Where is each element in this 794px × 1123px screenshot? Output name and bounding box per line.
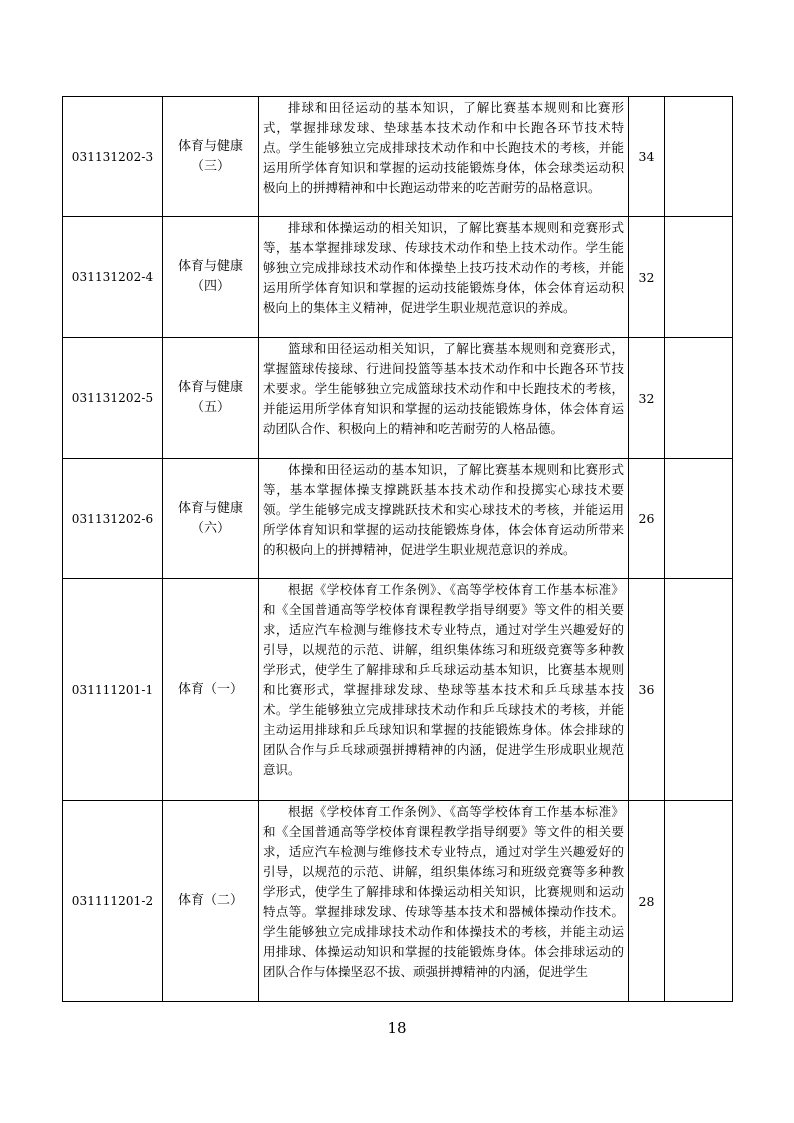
course-code: 031131202-5 bbox=[63, 338, 163, 459]
course-name-line1: 体育与健康 bbox=[177, 259, 243, 274]
table-row bbox=[63, 801, 733, 1002]
course-name bbox=[163, 459, 259, 579]
table-row bbox=[63, 338, 733, 459]
course-hours: 28 bbox=[629, 801, 665, 1002]
course-name-line2: （五） bbox=[190, 400, 230, 415]
table-row bbox=[63, 97, 733, 217]
empty-cell bbox=[665, 217, 733, 338]
course-name bbox=[163, 338, 259, 459]
course-hours: 36 bbox=[629, 579, 665, 801]
course-code: 031111201-1 bbox=[63, 579, 163, 801]
empty-cell bbox=[665, 459, 733, 579]
course-code: 031131202-6 bbox=[63, 459, 163, 579]
course-name-line2: （六） bbox=[190, 520, 230, 536]
empty-cell bbox=[665, 579, 733, 801]
course-description: 体操和田径运动的基本知识，了解比赛基本规则和比赛形式等，基本掌握体操支撑跳跃基本技术动作和投掷实心球技术要领。学生能够完成支撑跳跃技术和实心球技术的考核，并能运用所学体育知识和掌握的运动技能锻炼身体，体会体育运动所带来的积极向上的拼搏精神，促进学生职业规范意识的养成。 bbox=[259, 459, 629, 579]
course-description: 排球和体操运动的相关知识，了解比赛基本规则和竞赛形式等，基本掌握排球发球、传球技术动作和垫上技术动作。学生能够独立完成排球技术动作和体操垫上技巧技术动作的考核，并能运用所学体育知识和掌握的运动技能锻炼身体，体会体育运动积极向上的集体主义精神，促进学生职业规范意识的养成。 bbox=[259, 217, 629, 338]
table-row bbox=[63, 217, 733, 338]
course-name-line1: 体育与健康 bbox=[177, 138, 243, 154]
course-description: 根据《学校体育工作条例》、《高等学校体育工作基本标准》和《全国普通高等学校体育课程教学指导纲要》等文件的相关要求，适应汽车检测与维修技术专业特点，通过对学生兴趣爱好的引导，以规范的示范、讲解，组织集体练习和班级竞赛等多种教学形式，使学生了解排球和乒乓球运动基本知识，比赛基本规则和比赛形式，掌握排球发球、垫球等基本技术和乒乓球基本技术。学生能够独立完成排球技术动作和乒乓球技术的考核，并能主动运用排球和乒乓球知识和掌握的技能锻炼身体。体会排球的团队合作与乒乓球顽强拼搏精神的内涵，促进学生形成职业规范意识。 bbox=[259, 579, 629, 801]
course-name-line2: （三） bbox=[190, 158, 230, 174]
empty-cell bbox=[665, 801, 733, 1002]
course-code: 031111201-2 bbox=[63, 801, 163, 1002]
table-row bbox=[63, 459, 733, 579]
page-number: 18 bbox=[387, 1019, 407, 1037]
table-row bbox=[63, 579, 733, 801]
course-hours: 26 bbox=[629, 459, 665, 579]
course-description: 排球和田径运动的基本知识，了解比赛基本规则和比赛形式，掌握排球发球、垫球基本技术动作和中长跑各环节技术特点。学生能够独立完成排球技术动作和中长跑技术的考核，并能运用所学体育知识和掌握的运动技能锻炼身体，体会球类运动积极向上的拼搏精神和中长跑运动带来的吃苦耐劳的品格意识。 bbox=[259, 97, 629, 217]
empty-cell bbox=[665, 97, 733, 217]
course-name bbox=[163, 217, 259, 338]
empty-cell bbox=[665, 338, 733, 459]
course-hours: 32 bbox=[629, 338, 665, 459]
course-name-line1: 体育（一） bbox=[177, 681, 243, 697]
course-name bbox=[163, 579, 259, 801]
course-name-line2: （四） bbox=[190, 279, 230, 294]
course-description: 根据《学校体育工作条例》、《高等学校体育工作基本标准》和《全国普通高等学校体育课程教学指导纲要》等文件的相关要求，适应汽车检测与维修技术专业特点，通过对学生兴趣爱好的引导，以规范的示范、讲解，组织集体练习和班级竞赛等多种教学形式，使学生了解排球和体操运动相关知识，比赛规则和运动特点等。掌握排球发球、传球等基本技术和器械体操动作技术。学生能够独立完成排球技术动作和体操技术的考核，并能主动运用排球、体操运动知识和掌握的技能锻炼身体。体会排球运动的团队合作与体操坚忍不拔、顽强拼搏精神的内涵，促进学生 bbox=[259, 801, 629, 1002]
course-name bbox=[163, 97, 259, 217]
course-code: 031131202-3 bbox=[63, 97, 163, 217]
course-code: 031131202-4 bbox=[63, 217, 163, 338]
course-name-line1: 体育与健康 bbox=[177, 380, 243, 395]
course-name-line1: 体育（二） bbox=[177, 893, 243, 908]
course-hours: 34 bbox=[629, 97, 665, 217]
course-hours: 32 bbox=[629, 217, 665, 338]
course-table bbox=[62, 96, 733, 1002]
course-name bbox=[163, 801, 259, 1002]
course-name-line1: 体育与健康 bbox=[177, 500, 243, 516]
course-description: 篮球和田径运动相关知识，了解比赛基本规则和竞赛形式，掌握篮球传接球、行进间投篮等基本技术动作和中长跑各环节技术要求。学生能够独立完成篮球技术动作和中长跑技术的考核，并能运用所学体育知识和掌握的运动技能锻炼身体，体会体育运动团队合作、积极向上的精神和吃苦耐劳的人格品德。 bbox=[259, 338, 629, 459]
